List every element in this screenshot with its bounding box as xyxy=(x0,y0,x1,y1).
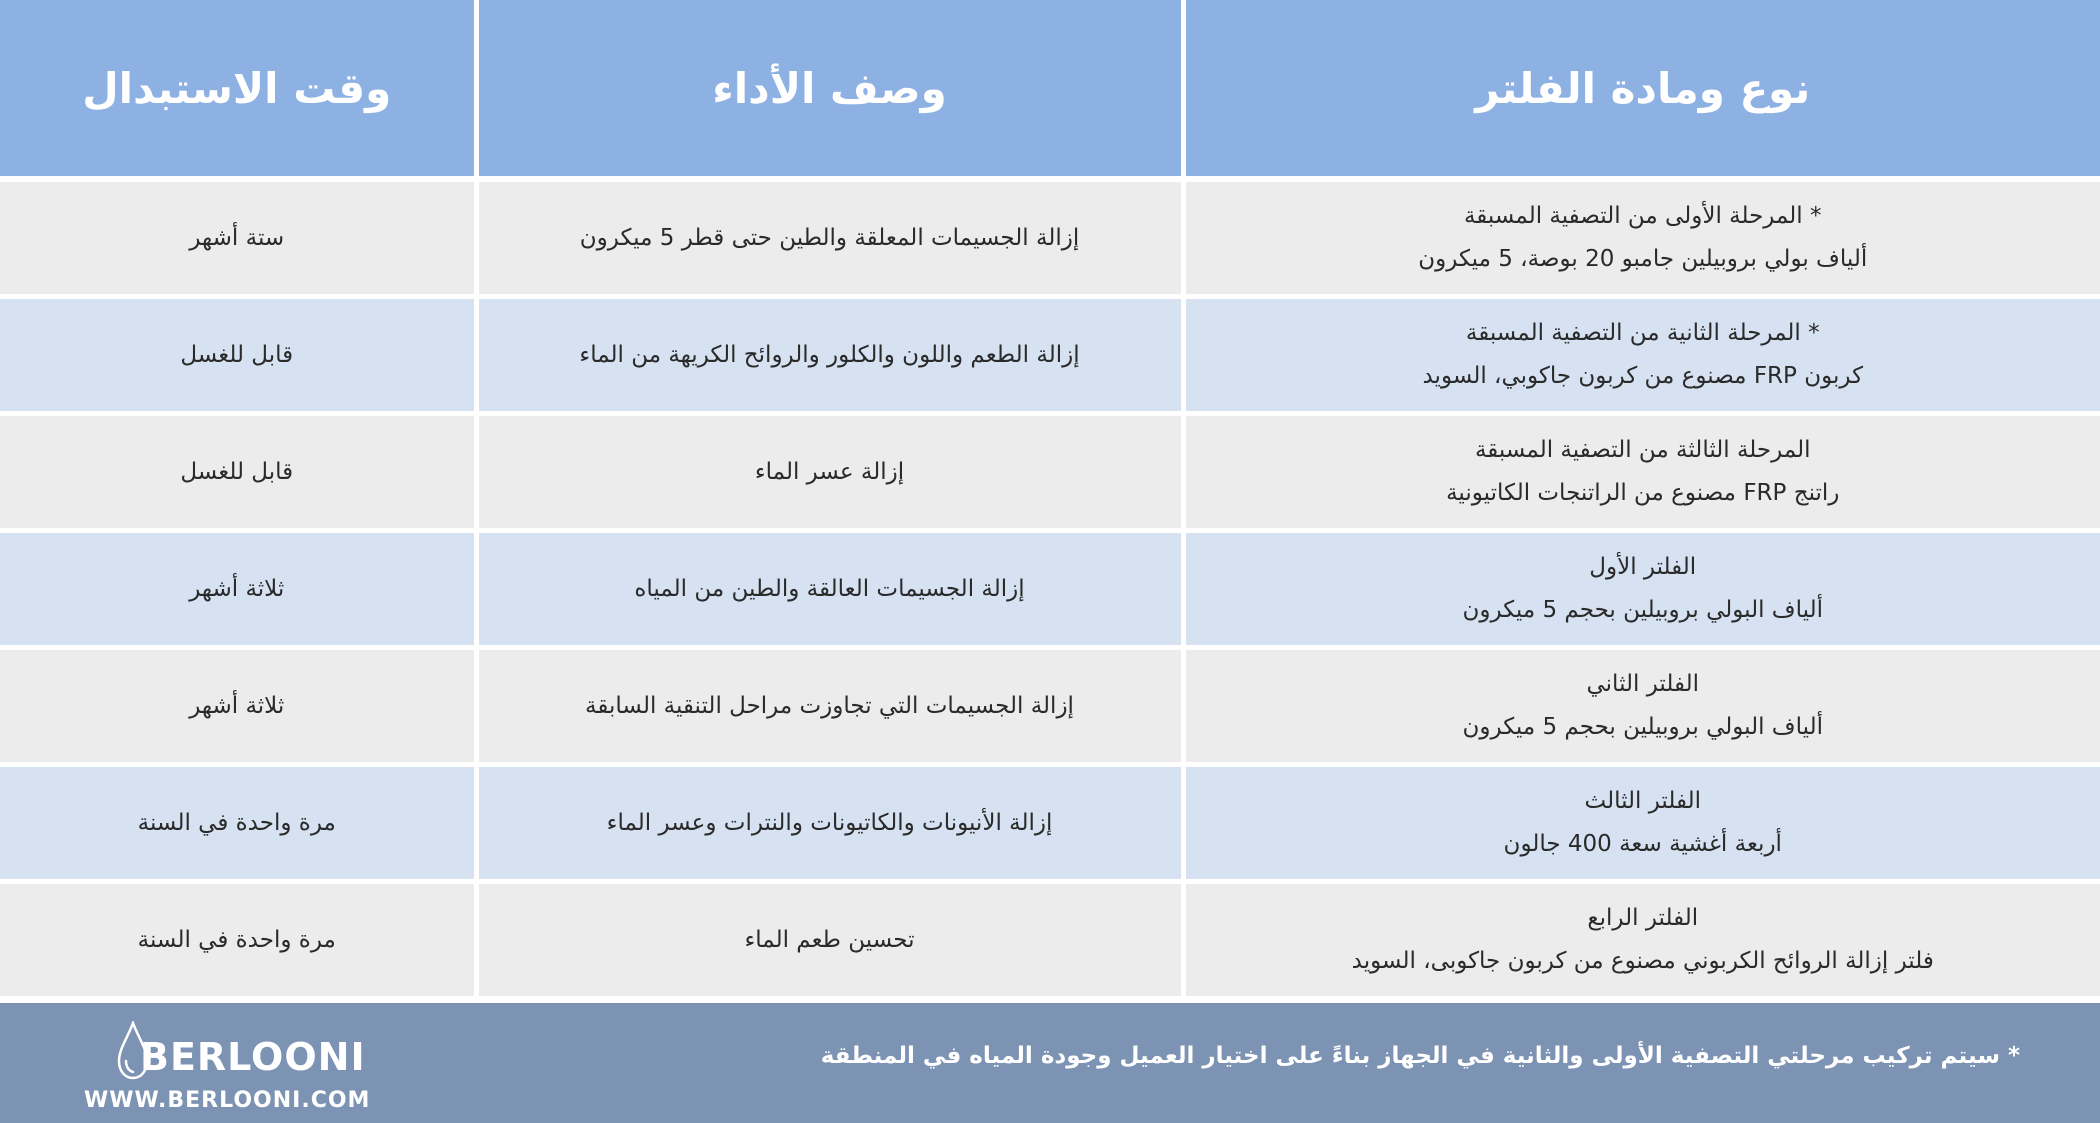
replacement-cell: ثلاثة أشهر xyxy=(0,648,476,765)
filter-stage-name: * المرحلة الأولى من التصفية المسبقة xyxy=(1463,203,1822,229)
filter-stage-name: * المرحلة الثانية من التصفية المسبقة xyxy=(1465,320,1820,346)
brand-logo xyxy=(84,1013,371,1118)
performance-cell: إزالة الجسيمات المعلقة والطين حتى قطر 5 ميكرون xyxy=(476,179,1183,297)
footer-bar xyxy=(0,1003,2100,1123)
performance-cell: إزالة الجسيمات التي تجاوزت مراحل التنقية السابقة xyxy=(476,648,1183,765)
filter-material: راتنج FRP مصنوع من الراتنجات الكاتيونية xyxy=(1446,480,1840,506)
filter-type-cell xyxy=(1183,765,2100,882)
replacement-cell: مرة واحدة في السنة xyxy=(0,765,476,882)
website-url[interactable]: WWW.BERLOONI.COM xyxy=(84,1088,371,1113)
filter-stage-name: الفلتر الرابع xyxy=(1587,905,1699,931)
filter-type-cell xyxy=(1183,179,2100,297)
performance-cell: تحسين طعم الماء xyxy=(476,882,1183,999)
replacement-cell: ثلاثة أشهر xyxy=(0,531,476,648)
performance-cell: إزالة الطعم واللون والكلور والروائح الكريهة من الماء xyxy=(476,297,1183,414)
filter-stage-name: المرحلة الثالثة من التصفية المسبقة xyxy=(1474,437,1811,463)
filter-material: ألياف بولي بروبيلين جامبو 20 بوصة، 5 ميكرون xyxy=(1418,246,1868,272)
table-row xyxy=(0,531,2100,648)
table-row xyxy=(0,179,2100,297)
header-replacement-time: وقت الاستبدال xyxy=(0,0,476,179)
table-row xyxy=(0,648,2100,765)
replacement-cell: ستة أشهر xyxy=(0,179,476,297)
replacement-cell: قابل للغسل xyxy=(0,297,476,414)
filter-type-cell xyxy=(1183,414,2100,531)
filter-stage-name: الفلتر الثالث xyxy=(1584,788,1702,814)
filter-material: فلتر إزالة الروائح الكربوني مصنوع من كربون جاكوبى، السويد xyxy=(1351,948,1934,974)
performance-cell: إزالة عسر الماء xyxy=(476,414,1183,531)
performance-cell: إزالة الجسيمات العالقة والطين من المياه xyxy=(476,531,1183,648)
filter-material: ألياف البولي بروبيلين بحجم 5 ميكرون xyxy=(1462,597,1823,623)
table-row xyxy=(0,414,2100,531)
filter-material: ألياف البولي بروبيلين بحجم 5 ميكرون xyxy=(1462,714,1823,740)
replacement-cell: قابل للغسل xyxy=(0,414,476,531)
header-performance: وصف الأداء xyxy=(476,0,1183,179)
table-header-row xyxy=(0,0,2100,179)
footnote-text: * سيتم تركيب مرحلتي التصفية الأولى والثانية في الجهاز بناءً على اختيار العميل وجودة المياه في المنطقة xyxy=(820,1043,2020,1069)
table-row xyxy=(0,765,2100,882)
filter-material: أربعة أغشية سعة 400 جالون xyxy=(1503,831,1782,857)
header-filter-type: نوع ومادة الفلتر xyxy=(1183,0,2100,179)
replacement-cell: مرة واحدة في السنة xyxy=(0,882,476,999)
performance-cell: إزالة الأنيونات والكاتيونات والنترات وعسر الماء xyxy=(476,765,1183,882)
filter-type-cell xyxy=(1183,648,2100,765)
filter-type-cell xyxy=(1183,531,2100,648)
filter-material: كربون FRP مصنوع من كربون جاكوبي، السويد xyxy=(1422,363,1864,389)
table-row xyxy=(0,297,2100,414)
filter-type-cell xyxy=(1183,882,2100,999)
filter-type-cell xyxy=(1183,297,2100,414)
table-row xyxy=(0,882,2100,999)
filter-stage-name: الفلتر الثاني xyxy=(1586,671,1699,697)
filter-stage-name: الفلتر الأول xyxy=(1589,554,1697,580)
brand-name: BERLOONI xyxy=(140,1035,366,1079)
